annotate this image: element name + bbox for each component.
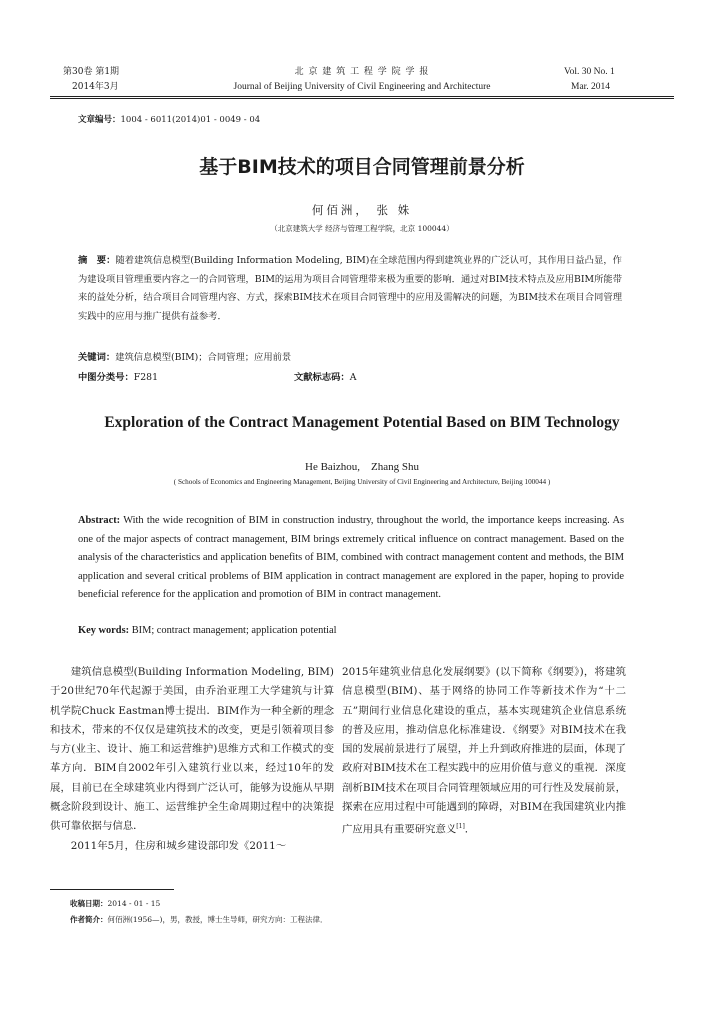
article-number	[78, 113, 260, 125]
header-volume-cn: 第30卷 第1期	[63, 67, 120, 77]
abstract-cn-text: 随着建筑信息模型(Building Information Modeling, BIM)在全球范围内得到建筑业界的广泛认可，其作用日益凸显，作为建设项目管理重要内容之一的合同管理，BIM的运用为项目合同管理带来极为重要的影响．通过对BIM技术特点及应用BIM所能带来的益处分析，结合项目合同管理内容、方式，探索BIM技术在项目合同管理中的应用及需解决的问题，为BIM技术在项目合同管理实践中的应用与推广提供有益参考．	[78, 255, 622, 322]
author-bio-label: 作者简介：	[70, 915, 108, 924]
abstract-en-label: Abstract:	[78, 515, 121, 526]
clc-value: F281	[133, 372, 158, 383]
body-paragraph: 建筑信息模型(Building Information Modeling, BIM)于20世纪70年代起源于美国，由乔治亚理工大学建筑与计算机学院Chuck Eastman博士提出．BIM作为一种全新的理念和技术，带来的不仅仅是建筑技术的改变，更是引领着项目参与方(业主、设计、施工和运营维护)思维方式和工作模式的变革方向．BIM自2002年引入建筑行业以来，经过10年的发展，目前已在全球建筑业内得到广泛认可，能够为设施从早期概念阶段到设计、施工、运营维护全生命周期过程中的决策提供可靠依据与信息．	[50, 666, 334, 833]
body-paragraph-continued	[342, 663, 626, 840]
article-number-value: 1004 - 6011(2014)01 - 0049 - 04	[120, 115, 261, 125]
reference-marker: [1]	[456, 823, 465, 831]
header-date-cn: 2014年3月	[72, 82, 119, 92]
footnote-author	[70, 914, 327, 925]
keywords-en-label: Key words:	[78, 625, 130, 636]
keywords-cn-label: 关键词：	[78, 352, 116, 363]
title-en: Exploration of the Contract Management Potential Based on BIM Technology	[104, 414, 620, 431]
author-bio-value: 何佰洲(1956—)，男，教授，博士生导师，研究方向：工程法律．	[107, 915, 328, 924]
footnote-received	[70, 898, 160, 909]
affiliation-cn: （北京建筑大学 经济与管理工程学院，北京 100044）	[270, 224, 454, 233]
body-paragraph: 2011年5月，住房和城乡建设部印发《2011～	[70, 839, 287, 852]
classification-row	[78, 369, 356, 383]
received-label: 收稿日期：	[70, 899, 108, 908]
header-volume-en: Vol. 30 No. 1	[564, 67, 615, 77]
keywords-en	[78, 625, 337, 636]
abstract-cn	[78, 252, 622, 326]
abstract-en	[78, 512, 624, 605]
header-rule-thick	[50, 98, 674, 99]
header-journal-cn: 北 京 建 筑 工 程 学 院 学 报	[294, 67, 430, 77]
body-column-right	[342, 663, 626, 840]
doc-code-label: 文献标志码：	[293, 372, 350, 383]
header-rule-thin	[50, 96, 674, 97]
keywords-cn-text: 建筑信息模型(BIM)；合同管理；应用前景	[115, 352, 292, 363]
clc-label: 中图分类号：	[78, 372, 134, 383]
body-paragraph-end: ．	[464, 823, 476, 836]
abstract-en-text: With the wide recognition of BIM in construction industry, throughout the world, the importance keeps increasing. As one of the major aspects of contract management, BIM brings extremely critical influence on contract management. Based on the analysis of the characteristics and application benefits of BIM, combined with contract management content and methods, the BIM application and several critical problems of BIM application in contract management are explored in the paper, hoping to provide beneficial reference for the application and promotion of BIM in contract management.	[78, 515, 624, 601]
doc-code-value: A	[349, 372, 357, 383]
authors-en: He Baizhou, Zhang Shu	[305, 461, 419, 473]
footnote-rule	[50, 889, 174, 890]
authors-cn: 何佰洲， 张 姝	[311, 203, 413, 217]
body-column-left	[50, 663, 334, 856]
body-paragraph-text: 2015年建筑业信息化发展纲要》(以下简称《纲要》)，将建筑信息模型(BIM)、基于网络的协同工作等新技术作为“十二五”期间行业信息化建设的重点，基本实现建筑企业信息系统的普及应用，推动信息化标准建设．《纲要》对BIM技术在我国的发展前景进行了展望，并上升到政府推进的层面，体现了政府对BIM技术在工程实践中的应用价值与意义的重视．深度剖析BIM技术在项目合同管理领域应用的可行性及发展前景，探索在应用过程中可能遇到的障碍，对BIM在我国建筑业内推广应用具有重要研究意义	[342, 666, 626, 836]
received-value: 2014 - 01 - 15	[107, 899, 161, 908]
abstract-cn-label: 摘 要：	[78, 255, 116, 266]
article-number-label: 文章编号：	[78, 115, 121, 125]
header-date-en: Mar. 2014	[571, 82, 611, 92]
affiliation-en: ( Schools of Economics and Engineering Management, Beijing University of Civil Engineering and Architecture, Beijing 100044 )	[173, 478, 551, 486]
header-journal-en: Journal of Beijing University of Civil Engineering and Architecture	[233, 82, 491, 92]
keywords-en-text: BIM; contract management; application potential	[129, 625, 337, 636]
title-cn: 基于BIM技术的项目合同管理前景分析	[199, 156, 525, 178]
keywords-cn	[78, 349, 291, 363]
